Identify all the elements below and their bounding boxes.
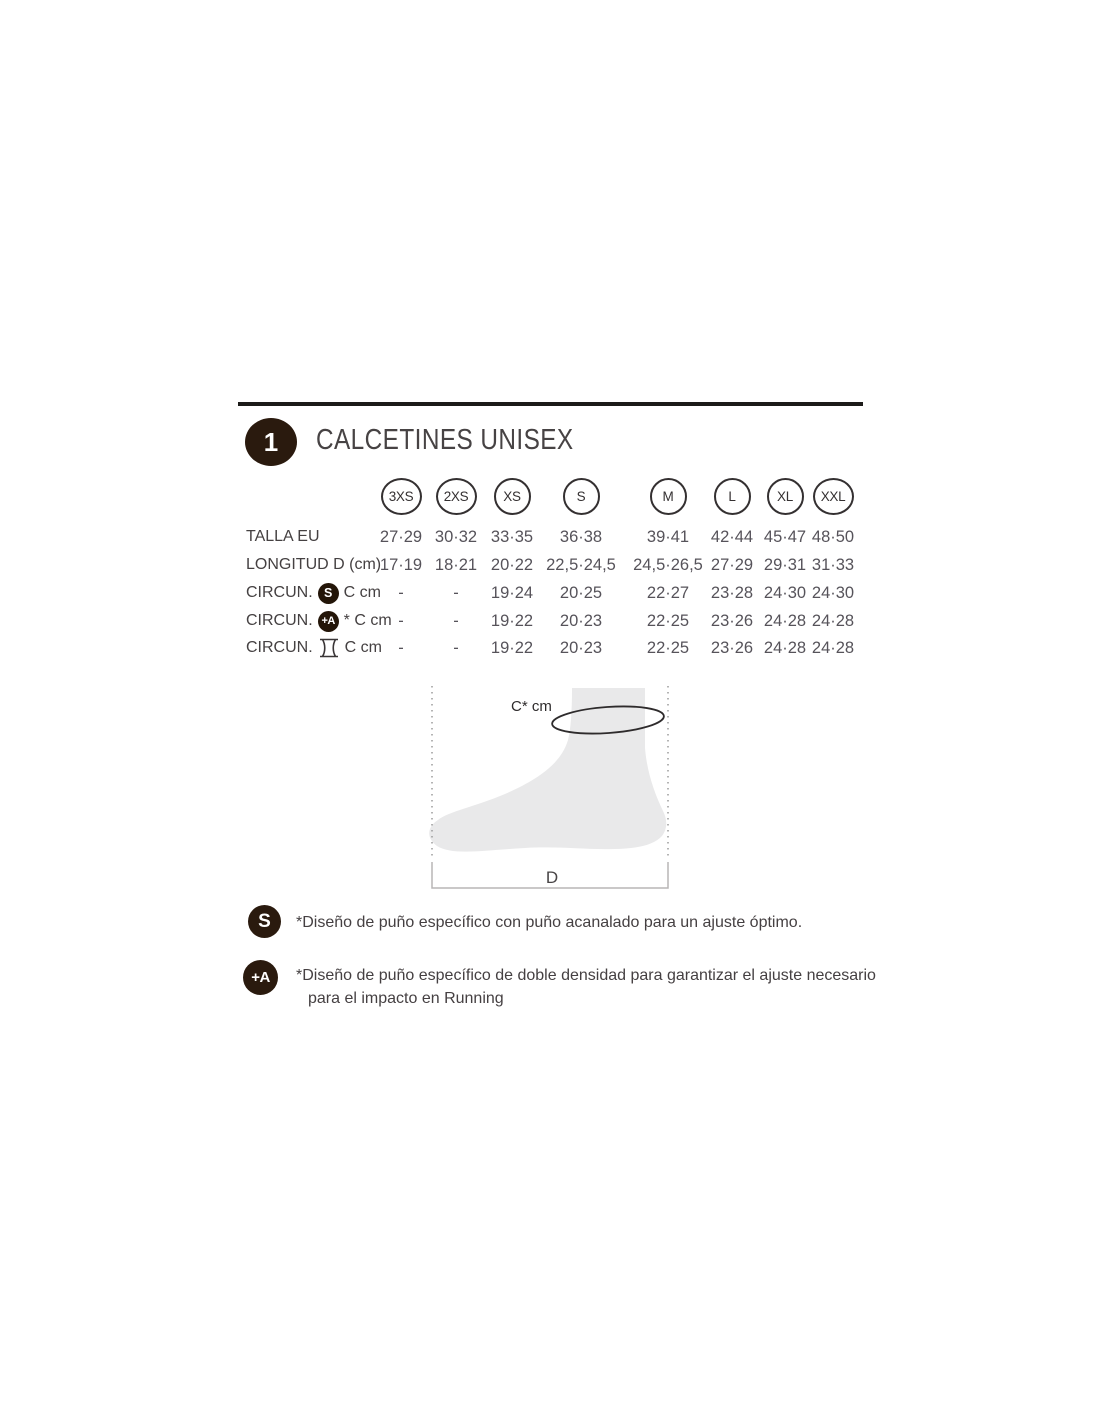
section-number: 1 xyxy=(263,426,279,457)
table-cell: 20·23 xyxy=(559,639,603,657)
size-circle-3xs xyxy=(381,478,422,515)
table-cell: 30·32 xyxy=(434,528,478,546)
foot-diagram xyxy=(425,680,675,895)
size-circle-label: L xyxy=(728,489,736,504)
table-cell: 36·38 xyxy=(559,528,603,546)
table-cell: - xyxy=(398,584,404,602)
footnote-text xyxy=(296,964,876,1010)
circumference-label: C* cm xyxy=(511,698,552,715)
table-cell: 19·22 xyxy=(490,639,534,657)
size-circle-label: 2XS xyxy=(443,489,469,504)
table-cell: - xyxy=(398,639,404,657)
size-circle-xxl xyxy=(813,478,854,515)
size-circle-2xs xyxy=(436,478,477,515)
table-cell: 19·24 xyxy=(490,584,534,602)
row-label-0 xyxy=(246,526,320,548)
table-cell: 20·22 xyxy=(490,556,534,574)
footnote-badge-s-icon: S xyxy=(248,905,281,938)
badge-s-icon: S xyxy=(318,583,339,604)
row-label-4 xyxy=(246,637,382,659)
section-number-badge xyxy=(245,418,297,466)
table-cell: 23·26 xyxy=(710,612,754,630)
table-cell: 19·22 xyxy=(490,612,534,630)
table-cell: 24·28 xyxy=(763,612,807,630)
size-circle-xl xyxy=(767,478,804,515)
size-circle-label: XXL xyxy=(820,489,846,504)
size-circle-s xyxy=(563,478,600,515)
table-cell: 22·25 xyxy=(646,612,690,630)
table-cell: - xyxy=(453,639,459,657)
table-cell: 24·28 xyxy=(811,639,855,657)
table-cell: 24·30 xyxy=(763,584,807,602)
page-title: CALCETINES UNISEX xyxy=(316,424,574,456)
table-cell: 17·19 xyxy=(379,556,423,574)
table-cell: 20·25 xyxy=(559,584,603,602)
table-cell: 20·23 xyxy=(559,612,603,630)
row-label-2 xyxy=(246,582,381,604)
table-cell: 29·31 xyxy=(763,556,807,574)
row-label-suffix: * C cm xyxy=(343,612,392,629)
table-cell: 31·33 xyxy=(811,556,855,574)
size-circle-m xyxy=(650,478,687,515)
footnote-line: *Diseño de puño específico con puño acanalado para un ajuste óptimo. xyxy=(296,914,803,931)
row-label-suffix: C cm xyxy=(344,639,382,656)
size-circle-label: XS xyxy=(503,489,521,504)
table-cell: 27·29 xyxy=(379,528,423,546)
table-cell: 23·28 xyxy=(710,584,754,602)
table-cell: 24·28 xyxy=(763,639,807,657)
table-cell: 42·44 xyxy=(710,528,754,546)
footnote-line: para el impacto en Running xyxy=(308,990,504,1007)
size-circle-label: 3XS xyxy=(388,489,414,504)
table-cell: 45·47 xyxy=(763,528,807,546)
row-label-text: CIRCUN. xyxy=(246,584,313,601)
table-cell: 18·21 xyxy=(434,556,478,574)
table-cell: 23·26 xyxy=(710,639,754,657)
size-circle-label: M xyxy=(662,489,674,504)
size-circle-xs xyxy=(494,478,531,515)
row-label-text: CIRCUN. xyxy=(246,639,313,656)
row-label-suffix: C cm xyxy=(343,584,381,601)
top-rule xyxy=(238,402,863,406)
size-circle-l xyxy=(714,478,751,515)
table-cell: 24·28 xyxy=(811,612,855,630)
table-cell: 22·27 xyxy=(646,584,690,602)
table-cell: 22·25 xyxy=(646,639,690,657)
row-label-text: TALLA EU xyxy=(246,528,320,545)
size-circle-label: XL xyxy=(777,489,793,504)
table-cell: - xyxy=(453,612,459,630)
length-label: D xyxy=(545,868,559,887)
table-cell: 33·35 xyxy=(490,528,534,546)
row-label-1 xyxy=(246,554,381,576)
table-cell: 22,5·24,5 xyxy=(546,556,616,574)
footnote-text xyxy=(296,912,802,934)
footnote-badge-plus-a-icon: +A xyxy=(243,960,278,995)
table-cell: - xyxy=(398,612,404,630)
table-cell: - xyxy=(453,584,459,602)
table-cell: 48·50 xyxy=(811,528,855,546)
table-cell: 39·41 xyxy=(646,528,690,546)
footnote-line: *Diseño de puño específico de doble densidad para garantizar el ajuste necesario xyxy=(296,967,876,984)
row-label-text: LONGITUD D (cm) xyxy=(246,556,382,573)
row-label-3 xyxy=(246,610,392,632)
table-cell: 27·29 xyxy=(710,556,754,574)
table-cell: 24·30 xyxy=(811,584,855,602)
row-label-text: CIRCUN. xyxy=(246,612,313,629)
table-cell: 24,5·26,5 xyxy=(633,556,703,574)
size-circle-label: S xyxy=(576,489,586,504)
badge-plus-a-icon: +A xyxy=(318,611,339,632)
cuff-icon xyxy=(318,638,340,658)
